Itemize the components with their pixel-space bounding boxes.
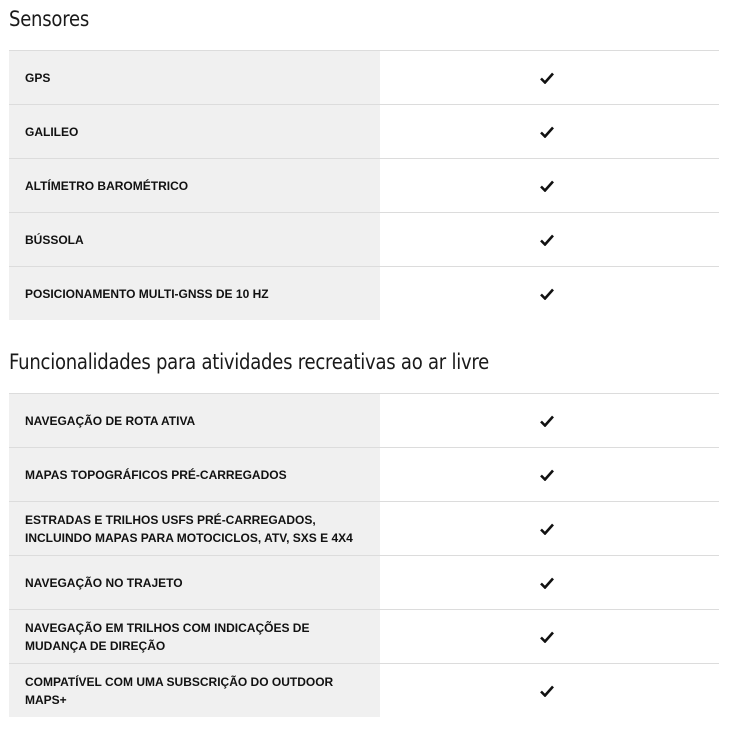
checkmark-icon: [540, 288, 554, 300]
row-label: NAVEGAÇÃO DE ROTA ATIVA: [9, 394, 380, 447]
row-value: [380, 267, 719, 320]
row-value: [380, 664, 719, 717]
row-value: [380, 213, 719, 266]
row-value: [380, 105, 719, 158]
row-label: GPS: [9, 51, 380, 104]
checkmark-icon: [540, 415, 554, 427]
table-row: [9, 267, 719, 320]
table-row: [9, 213, 719, 267]
row-value: [380, 502, 719, 555]
row-value: [380, 610, 719, 663]
table-row: [9, 394, 719, 448]
section-title: Funcionalidades para atividades recreativas ao ar livre: [9, 350, 490, 374]
table-row: [9, 448, 719, 502]
spec-table: [9, 50, 719, 320]
row-label: BÚSSOLA: [9, 213, 380, 266]
checkmark-icon: [540, 234, 554, 246]
row-label: ESTRADAS E TRILHOS USFS PRÉ-CARREGADOS, INCLUINDO MAPAS PARA MOTOCICLOS, ATV, SXS E 4X4: [9, 502, 380, 555]
row-label: POSICIONAMENTO MULTI-GNSS DE 10 HZ: [9, 267, 380, 320]
row-value: [380, 394, 719, 447]
section-title: Sensores: [9, 7, 89, 31]
table-row: [9, 159, 719, 213]
section-sensores: [9, 6, 719, 320]
row-label: COMPATÍVEL COM UMA SUBSCRIÇÃO DO OUTDOOR MAPS+: [9, 664, 380, 717]
table-row: [9, 51, 719, 105]
checkmark-icon: [540, 631, 554, 643]
row-label: MAPAS TOPOGRÁFICOS PRÉ-CARREGADOS: [9, 448, 380, 501]
spec-table: [9, 393, 719, 717]
table-row: [9, 105, 719, 159]
checkmark-icon: [540, 469, 554, 481]
section-funcionalidades: [9, 349, 719, 717]
checkmark-icon: [540, 126, 554, 138]
row-value: [380, 556, 719, 609]
checkmark-icon: [540, 72, 554, 84]
table-row: [9, 556, 719, 610]
row-value: [380, 51, 719, 104]
row-label: GALILEO: [9, 105, 380, 158]
table-row: [9, 502, 719, 556]
checkmark-icon: [540, 685, 554, 697]
table-row: [9, 664, 719, 717]
row-label: ALTÍMETRO BAROMÉTRICO: [9, 159, 380, 212]
checkmark-icon: [540, 180, 554, 192]
table-row: [9, 610, 719, 664]
checkmark-icon: [540, 523, 554, 535]
row-label: NAVEGAÇÃO NO TRAJETO: [9, 556, 380, 609]
row-value: [380, 448, 719, 501]
checkmark-icon: [540, 577, 554, 589]
row-label: NAVEGAÇÃO EM TRILHOS COM INDICAÇÕES DE MUDANÇA DE DIREÇÃO: [9, 610, 380, 663]
row-value: [380, 159, 719, 212]
